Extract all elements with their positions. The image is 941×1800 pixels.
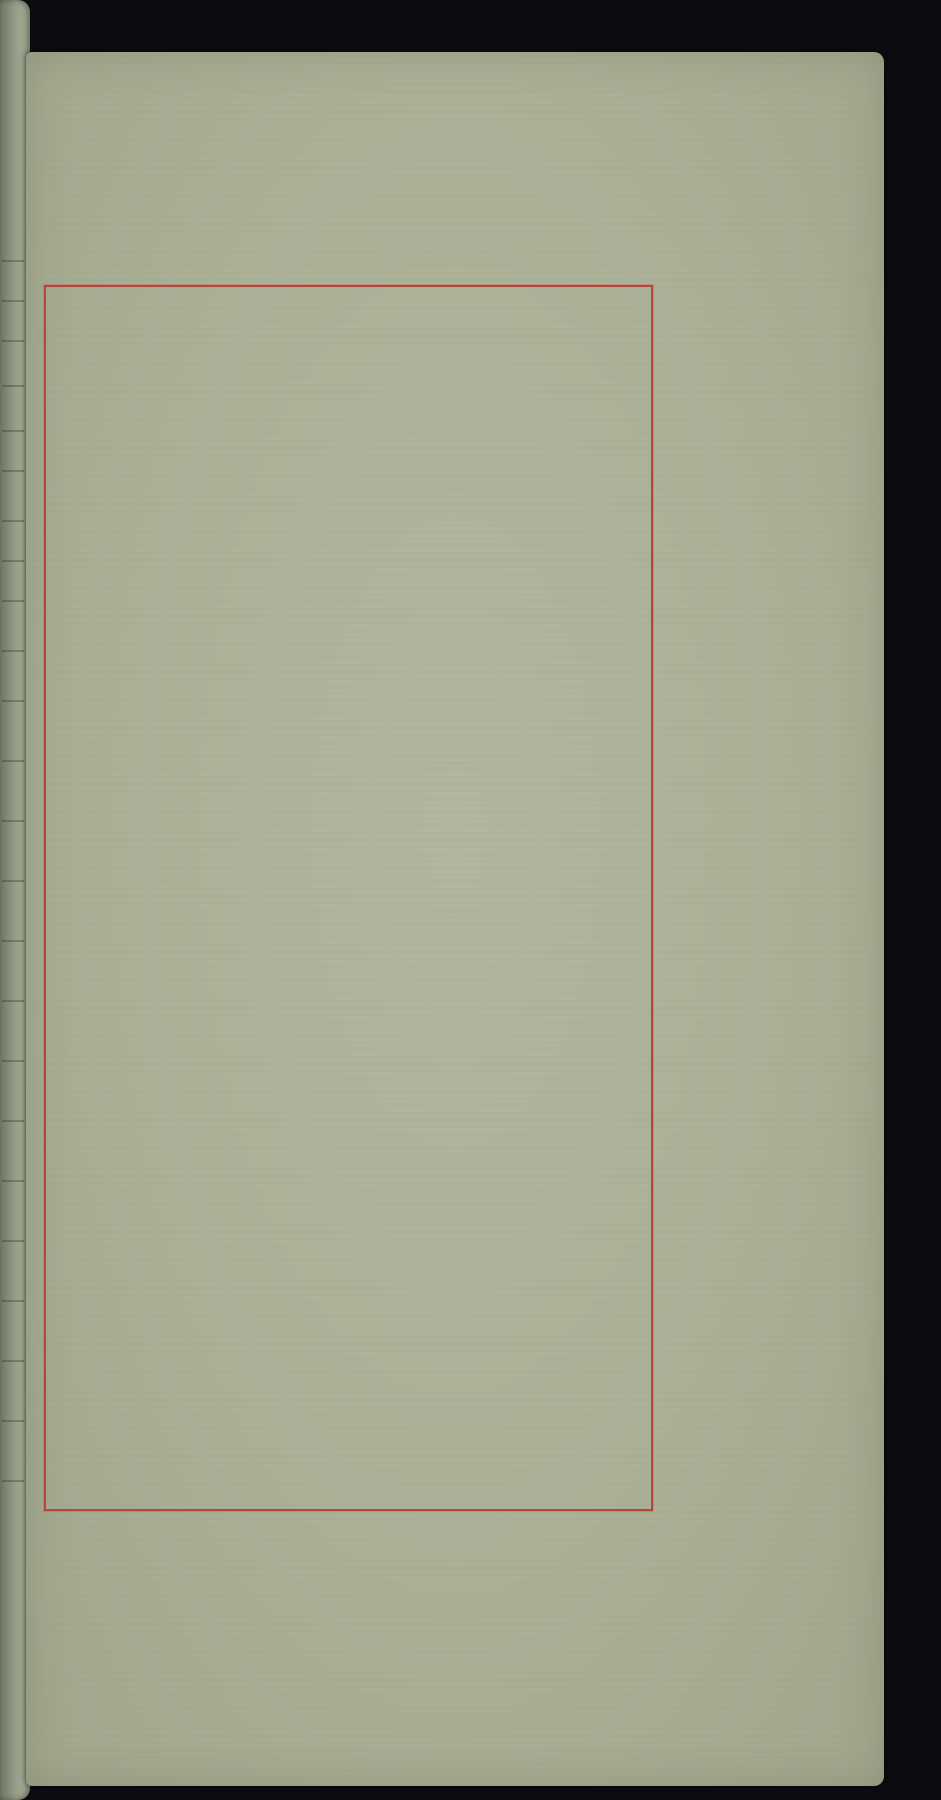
text-line-2 (56, 353, 636, 403)
text-line-13 (56, 955, 636, 1005)
text-line-5 (56, 517, 636, 567)
text-line-17 (56, 1174, 636, 1224)
text-line-12 (56, 900, 636, 950)
text-line-20 (56, 1338, 636, 1388)
text-line-19 (56, 1284, 636, 1334)
text-line-18 (56, 1229, 636, 1279)
text-line-10 (56, 791, 636, 841)
text-line-21 (56, 1393, 636, 1443)
text-line-11 (56, 846, 636, 896)
text-line-14 (56, 1010, 636, 1060)
text-line-15 (56, 1065, 636, 1115)
text-line-22 (56, 1448, 636, 1498)
text-line-16 (56, 1119, 636, 1169)
manuscript-folio (26, 52, 884, 1786)
text-line-9 (56, 736, 636, 786)
text-line-8 (56, 681, 636, 731)
text-line-7 (56, 627, 636, 677)
text-block (56, 298, 636, 1498)
text-line-3 (56, 408, 636, 458)
text-line-6 (56, 572, 636, 622)
text-line-1 (56, 298, 636, 348)
text-line-4 (56, 462, 636, 512)
